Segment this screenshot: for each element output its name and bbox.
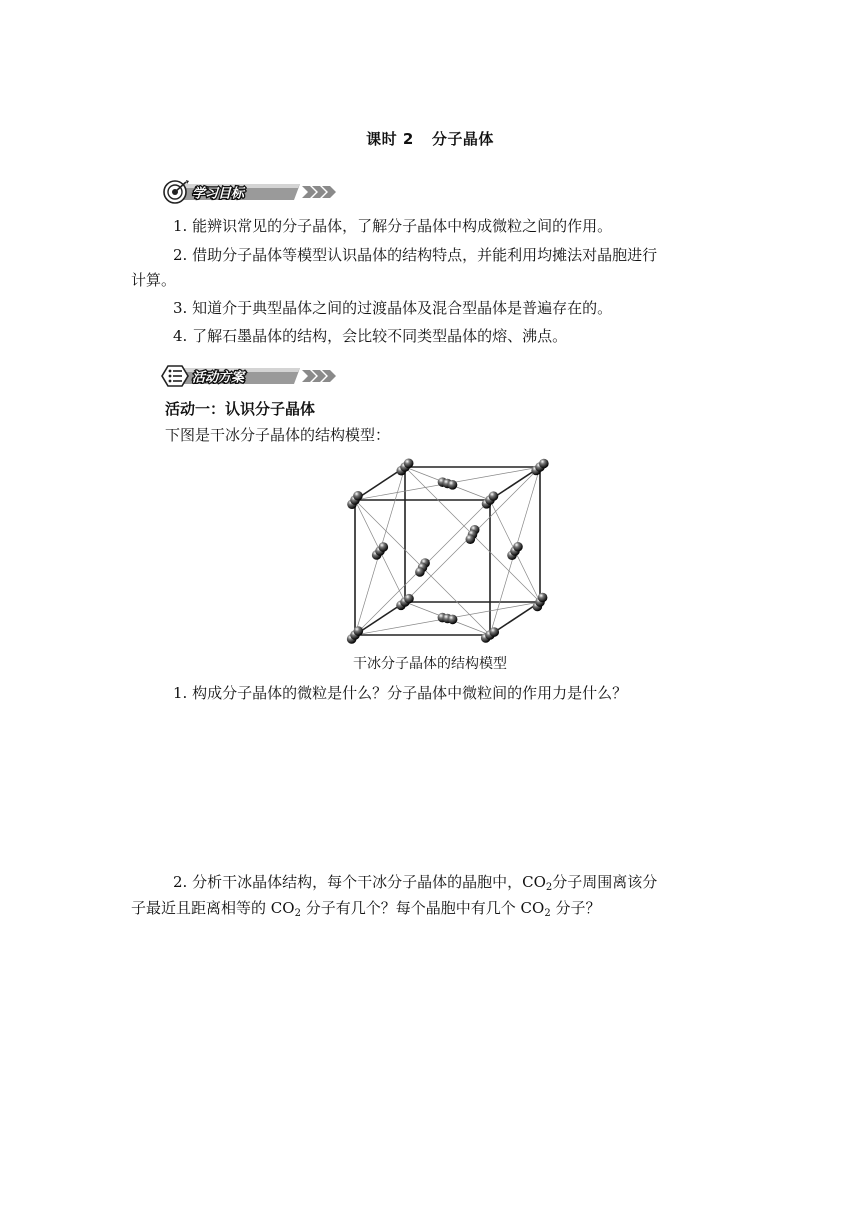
co2-molecule <box>396 594 414 610</box>
figure-intro: 下图是干冰分子晶体的结构模型： <box>165 426 391 444</box>
co2-molecule <box>466 525 480 544</box>
co2-molecule <box>347 626 363 644</box>
activity-plan-banner <box>160 362 340 390</box>
chevron-arrows-icon <box>302 186 336 198</box>
co2-molecule <box>482 491 499 508</box>
co2-formula: $CO_2$ <box>270 899 301 919</box>
co2-formula: $CO_2$ <box>522 873 553 893</box>
co2-molecule <box>507 542 523 560</box>
lesson-number: 课时 2 <box>366 130 414 148</box>
learning-goals-label: 学习目标 <box>192 186 245 202</box>
co2-molecule <box>438 477 458 489</box>
co2-molecule <box>415 558 430 577</box>
co2-molecule <box>372 542 388 560</box>
learning-goals-banner <box>160 178 340 206</box>
activity-one-title: 活动一：认识分子晶体 <box>165 400 316 418</box>
goal-item-4: 4. 了解石墨晶体的结构，会比较不同类型晶体的熔、沸点。 <box>173 327 568 345</box>
question-2-line-1: 2. 分析干冰晶体结构，每个干冰分子晶体的晶胞中，$CO_2$分子周围离该分 <box>173 873 658 893</box>
figure-caption: 干冰分子晶体的结构模型 <box>353 656 507 672</box>
page-title <box>0 128 860 149</box>
co2-molecule <box>438 613 458 624</box>
goal-item-2: 2. 借助分子晶体等模型认识晶体的结构特点，并能利用均摊法对晶胞进行 <box>173 246 658 264</box>
co2-formula: $CO_2$ <box>520 899 551 919</box>
question-1: 1. 构成分子晶体的微粒是什么？分子晶体中微粒间的作用力是什么？ <box>173 684 628 702</box>
goal-item-1: 1. 能辨识常见的分子晶体，了解分子晶体中构成微粒之间的作用。 <box>173 217 613 235</box>
question-2-line-2: 子最近且距离相等的 $CO_2$ 分子有几个？每个晶胞中有几个 $CO_2$ 分子？ <box>131 899 601 919</box>
lesson-topic: 分子晶体 <box>431 130 494 148</box>
activity-plan-label: 活动方案 <box>192 370 245 386</box>
goal-item-3: 3. 知道介于典型晶体之间的过渡晶体及混合型晶体是普遍存在的。 <box>173 299 613 317</box>
goal-item-2-continued: 计算。 <box>131 271 177 289</box>
co2-molecule <box>531 459 548 476</box>
dry-ice-crystal-figure <box>335 452 565 647</box>
list-icon <box>162 366 188 386</box>
chevron-arrows-icon <box>302 370 336 382</box>
